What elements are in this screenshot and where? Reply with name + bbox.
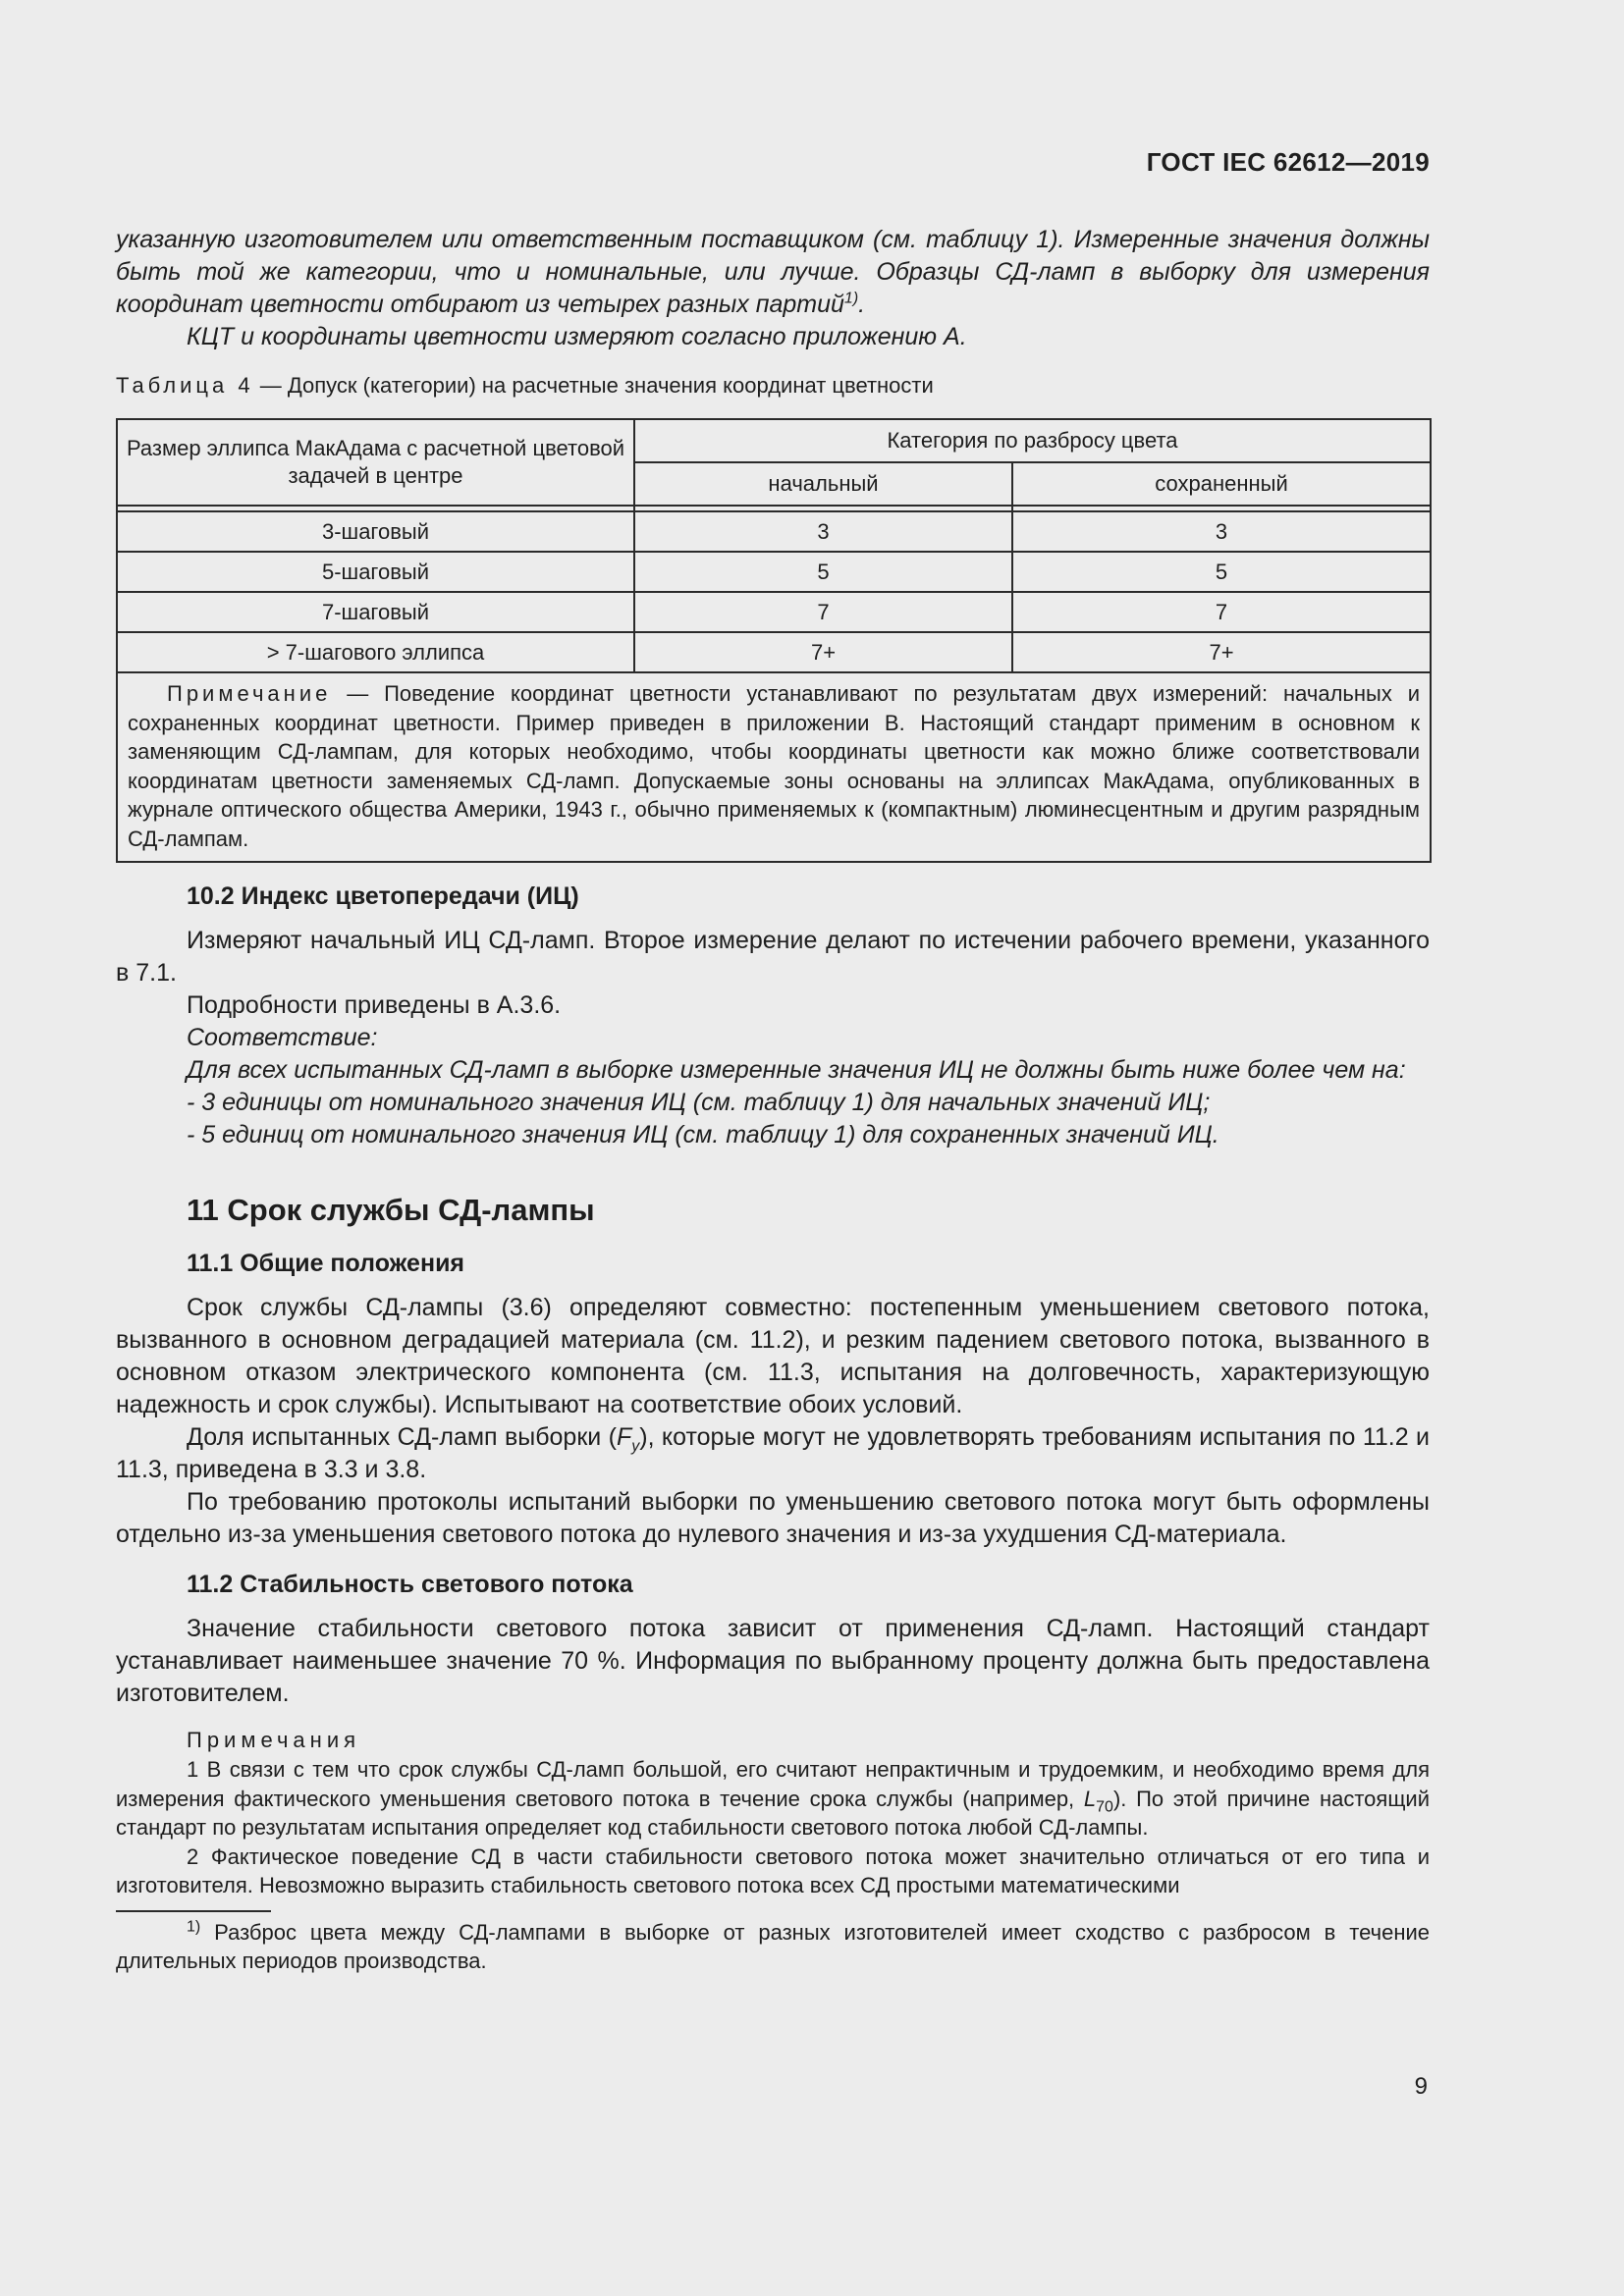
footnote [116, 1918, 1430, 1975]
footnote-mark: 1) [187, 1918, 201, 1936]
section-11-1-title: 11.1 Общие положения [187, 1250, 465, 1277]
paragraph: Измеряют начальный ИЦ СД-ламп. Второе измерение делают по истечении рабочего времени, указанного в 7.1. [116, 927, 1430, 987]
cell-initial: 7 [634, 592, 1012, 632]
paragraph [116, 1421, 1430, 1486]
math-variable: L [1083, 1786, 1097, 1811]
note-2: 2 Фактическое поведение СД в части стабильности светового потока может значительно отличаться от его типа и изготовителя. Невозможно выразить стабильность светового потока всех СД простыми математическими [116, 1843, 1430, 1897]
table-4 [116, 418, 1432, 863]
cell-maintained: 3 [1012, 511, 1431, 552]
list-item: - 3 единицы от номинального значения ИЦ (см. таблицу 1) для начальных значений ИЦ; [187, 1089, 1211, 1116]
paragraph: По требованию протоколы испытаний выборки по уменьшению светового потока могут быть оформлены отдельно из-за уменьшения светового потока до нулевого значения и из-за ухудшения СД-материала. [116, 1488, 1430, 1548]
paragraph: Для всех испытанных СД-ламп в выборке измеренные значения ИЦ не должны быть ниже более чем на: [187, 1056, 1406, 1084]
section-11-2-title: 11.2 Стабильность светового потока [187, 1571, 633, 1598]
text-fragment: Доля испытанных СД-ламп выборки ( [187, 1423, 617, 1451]
math-variable: F [616, 1423, 632, 1451]
paragraph: Подробности приведены в А.3.6. [187, 991, 562, 1019]
table-row [117, 511, 1431, 552]
header-category-group: Категория по разбросу цвета [634, 419, 1431, 462]
doc-header: ГОСТ IEC 62612—2019 [1146, 147, 1430, 177]
table-row [117, 592, 1431, 632]
cell-size: > 7-шагового эллипса [117, 632, 634, 672]
cell-maintained: 7 [1012, 592, 1431, 632]
cell-size: 5-шаговый [117, 552, 634, 592]
text-fragment: ), которые могут не удовлетворять требованиям испытания по 11.2 и 11.3, приведена в 3.3 и 3.8. [116, 1423, 1430, 1483]
section-11-title: 11 Срок службы СД-лампы [187, 1193, 595, 1227]
page-number: 9 [1414, 2073, 1428, 2100]
footnote-ref[interactable]: 1) [843, 290, 859, 307]
math-subscript: y [631, 1438, 640, 1455]
table-caption [116, 373, 1430, 399]
intro-paragraph [116, 224, 1430, 321]
list-item: - 5 единиц от номинального значения ИЦ (см. таблицу 1) для сохраненных значений ИЦ. [187, 1121, 1219, 1148]
cell-maintained: 5 [1012, 552, 1431, 592]
cell-initial: 3 [634, 511, 1012, 552]
table-row [117, 632, 1431, 672]
header-maintained: сохраненный [1012, 462, 1431, 506]
math-subscript: 70 [1096, 1797, 1113, 1815]
footnote-divider [116, 1910, 271, 1912]
page-content [116, 224, 1430, 1975]
text-fragment: ). По этой причине настоящий стандарт по результатам испытания определяет код стабильности светового потока любой СД-лампы. [116, 1786, 1430, 1840]
intro-paragraph-2: КЦТ и координаты цветности измеряют согласно приложению А. [187, 323, 967, 350]
cell-initial: 5 [634, 552, 1012, 592]
cell-maintained: 7+ [1012, 632, 1431, 672]
note-1 [116, 1755, 1430, 1842]
table-caption-text: — Допуск (категории) на расчетные значения координат цветности [253, 373, 934, 398]
section-10-2-title: 10.2 Индекс цветопередачи (ИЦ) [187, 882, 579, 910]
paragraph: Значение стабильности светового потока зависит от применения СД-ламп. Настоящий стандарт устанавливает наименьшее значение 70 %. Информация по выбранному проценту должна быть предоставлена изготовителем. [116, 1615, 1430, 1707]
table-note [117, 672, 1431, 862]
text-fragment: 1 В связи с тем что срок службы СД-ламп большой, его считают непрактичным и трудоемким, и необходимо время для измерения фактического уменьшения светового потока в течение срока службы (например, [116, 1757, 1430, 1811]
intro-text: указанную изготовителем или ответственным поставщиком (см. таблицу 1). Измеренные значения должны быть той же категории, что и номинальные, или лучше. Образцы СД-ламп в выборку для измерения координат цветности отбирают из четырех разных партий [116, 226, 1430, 318]
footnote-text: Разброс цвета между СД-лампами в выборке от разных изготовителей имеет сходство с разбросом в течение длительных периодов производства. [116, 1919, 1430, 1973]
notes-heading: Примечания [187, 1728, 361, 1752]
table-caption-label: Таблица 4 [116, 373, 254, 398]
cell-size: 7-шаговый [117, 592, 634, 632]
intro-text-end: . [858, 291, 866, 318]
header-ellipse-size: Размер эллипса МакАдама с расчетной цветовой задачей в центре [117, 419, 634, 506]
cell-initial: 7+ [634, 632, 1012, 672]
header-initial: начальный [634, 462, 1012, 506]
paragraph: Соответствие: [187, 1024, 378, 1051]
table-row [117, 552, 1431, 592]
table-note-text: — Поведение координат цветности устанавливают по результатам двух измерений: начальных и сохраненных координат цветности. Пример приведен в приложении В. Настоящий стандарт применим в основном к заменяющим СД-лампам, для которых необходимо, чтобы координаты цветности как можно ближе соответствовали координатам цветности заменяемых СД-ламп. Допускаемые зоны основаны на эллипсах МакАдама, опубликованных в журнале оптического общества Америки, 1943 г., обычно применяемых к (компактным) люминесцентным и другим разрядным СД-лампам. [128, 681, 1421, 851]
paragraph: Срок службы СД-лампы (3.6) определяют совместно: постепенным уменьшением светового потока, вызванного в основном деградацией материала (см. 11.2), и резким падением светового потока, вызванного в основном отказом электрического компонента (см. 11.3, испытания на долговечность, характеризующую надежность и срок службы). Испытывают на соответствие обоих условий. [116, 1294, 1430, 1418]
table-note-label: Примечание [167, 681, 332, 706]
cell-size: 3-шаговый [117, 511, 634, 552]
